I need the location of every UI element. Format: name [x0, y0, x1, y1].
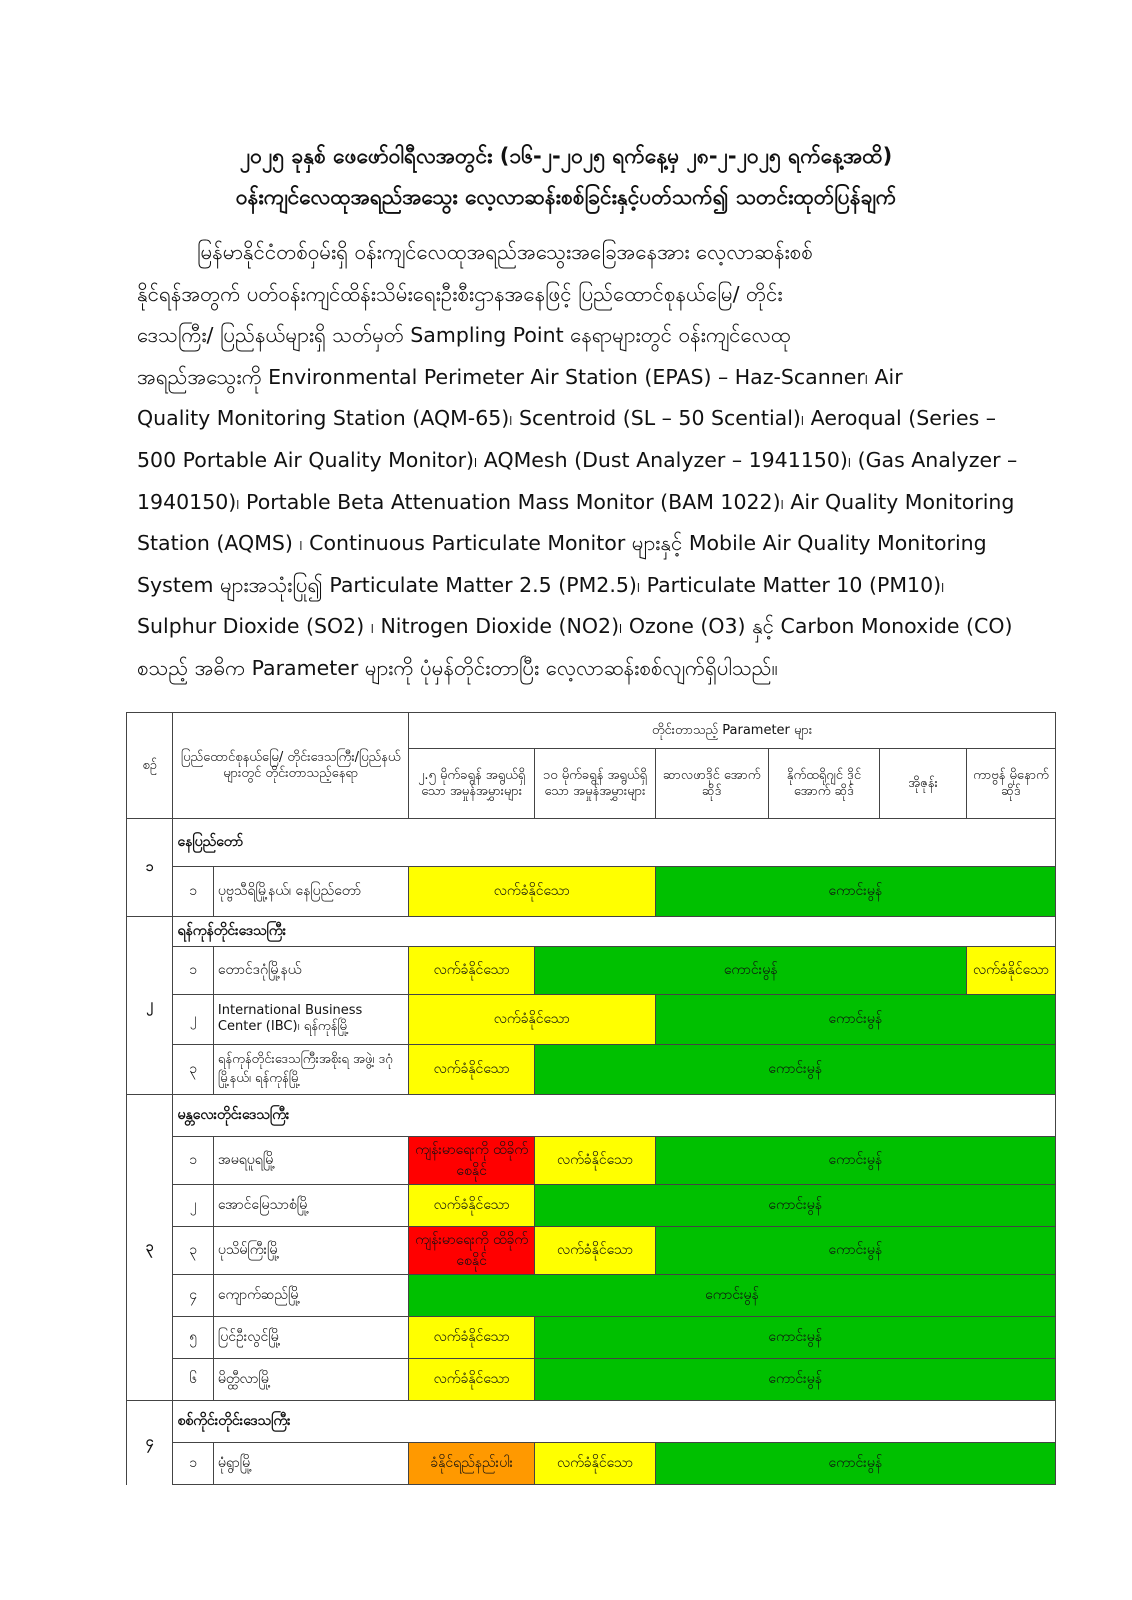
status-cell-unhealthy-sensitive: ကျန်းမာရေးကို ထိခိုက်စေနိုင် [408, 1227, 534, 1275]
intro-line: အရည်အသွေးကို Environmental Perimeter Air Station (EPAS) – Haz-Scanner၊ Air [137, 364, 903, 389]
air-quality-table [126, 712, 1056, 1485]
status-cell-moderate: လက်ခံနိုင်သော [408, 1359, 534, 1401]
status-cell-good: ကောင်းမွန် [535, 947, 967, 995]
status-cell-good: ကောင်းမွန် [535, 1317, 1056, 1359]
site-name: International Business Center (IBC)၊ ရန်ကုန်မြို့ [213, 995, 408, 1045]
site-number: ၂ [173, 1185, 213, 1227]
table-row [127, 1045, 1056, 1095]
title-line-2: ဝန်းကျင်လေထုအရည်အသွေး လေ့လာဆန်းစစ်ခြင်းနှင့်ပတ်သက်၍ သတင်းထုတ်ပြန်ချက် [235, 185, 897, 209]
intro-line: 1940150)၊ Portable Beta Attenuation Mass Monitor (BAM 1022)၊ Air Quality Monitoring [137, 489, 1015, 514]
intro-line: စသည့် အဓိက Parameter များကို ပုံမှန်တိုင်းတာပြီး လေ့လာဆန်းစစ်လျက်ရှိပါသည်။ [137, 655, 778, 680]
header-no2: နိုက်ထရိုဂျင် ဒိုင်အောက် ဆိုဒ် [768, 749, 879, 819]
table-row [127, 1137, 1056, 1185]
header-pm25: ၂.၅ မိုက်ခရွန် အရွယ်ရှိသော အမှုန်အမွှားများ [408, 749, 534, 819]
intro-line: Quality Monitoring Station (AQM-65)၊ Scentroid (SL – 50 Scential)၊ Aeroqual (Series – [137, 406, 997, 431]
table-row [127, 1359, 1056, 1401]
status-cell-moderate: လက်ခံနိုင်သော [535, 1443, 655, 1485]
header-co: ကာဗွန် မိုနောက် ဆိုဒ် [966, 749, 1055, 819]
status-cell-moderate: လက်ခံနိုင်သော [408, 947, 534, 995]
status-cell-good: ကောင်းမွန် [655, 1137, 1055, 1185]
header-pm10: ၁၀ မိုက်ခရွန် အရွယ်ရှိသော အမှုန်အမွှားများ [535, 749, 655, 819]
region-number: ၁ [127, 819, 173, 917]
header-so2: ဆာလဖာဒိုင် အောက်ဆိုဒ် [655, 749, 768, 819]
site-number: ၁ [173, 947, 213, 995]
status-cell-good: ကောင်းမွန် [655, 1227, 1055, 1275]
intro-line: မြန်မာနိုင်ငံတစ်ဝှမ်းရှိ ဝန်းကျင်လေထုအရည်အသွေးအခြေအနေအား လေ့လာဆန်းစစ် [197, 240, 813, 264]
status-cell-good: ကောင်းမွန် [408, 1275, 1055, 1317]
site-name: ပြင်ဦးလွင်မြို့ [213, 1317, 408, 1359]
site-number: ၁ [173, 1443, 213, 1485]
intro-line: နိုင်ရန်အတွက် ပတ်ဝန်းကျင်ထိန်းသိမ်းရေးဦးစီးဌာနအနေဖြင့် ပြည်ထောင်စုနယ်မြေ/ တိုင်း [137, 281, 783, 306]
status-cell-good: ကောင်းမွန် [655, 995, 1055, 1045]
header-sr: စဉ် [127, 713, 173, 819]
header-o3: အိုဇုန်း [880, 749, 967, 819]
region-number: ၃ [127, 1095, 173, 1401]
site-number: ၂ [173, 995, 213, 1045]
site-name: အမရပူရမြို့ [213, 1137, 408, 1185]
region-number: ၄ [127, 1401, 173, 1485]
status-cell-moderate: လက်ခံနိုင်သော [408, 867, 655, 917]
status-cell-good: ကောင်းမွန် [655, 867, 1055, 917]
intro-line: Sulphur Dioxide (SO2) ၊ Nitrogen Dioxide (NO2)၊ Ozone (O3) နှင့် Carbon Monoxide (CO) [137, 614, 1013, 639]
site-name: တောင်ဒဂုံမြို့နယ် [213, 947, 408, 995]
site-number: ၅ [173, 1317, 213, 1359]
header-location: ပြည်ထောင်စုနယ်မြေ/ တိုင်းဒေသကြီး/ပြည်နယ်များတွင် တိုင်းတာသည့်နေရာ [173, 713, 409, 819]
region-name: မန္တလေးတိုင်းဒေသကြီး [173, 1095, 1056, 1137]
document-title [120, 136, 1012, 218]
status-cell-moderate: လက်ခံနိုင်သော [408, 1045, 534, 1095]
site-number: ၆ [173, 1359, 213, 1401]
site-name: ပုဗ္ဗသီရိမြို့နယ်၊ နေပြည်တော် [213, 867, 408, 917]
table-row [127, 1185, 1056, 1227]
site-name: ကျောက်ဆည်မြို့ [213, 1275, 408, 1317]
status-cell-moderate: လက်ခံနိုင်သော [408, 1185, 534, 1227]
title-line-1: ၂၀၂၅ ခုနှစ် ဖေဖော်ဝါရီလအတွင်း (၁၆-၂-၂၀၂၅ ရက်နေ့မှ ၂၈-၂-၂၀၂၅ ရက်နေ့အထိ) [239, 144, 893, 168]
region-name: စစ်ကိုင်းတိုင်းဒေသကြီး [173, 1401, 1056, 1443]
table-row [127, 1227, 1056, 1275]
site-name: မုံရွာမြို့ [213, 1443, 408, 1485]
table-row [127, 867, 1056, 917]
intro-paragraph [137, 232, 1027, 690]
site-name: အောင်မြေသာစံမြို့ [213, 1185, 408, 1227]
status-cell-moderate: လက်ခံနိုင်သော [408, 995, 655, 1045]
site-name: ရန်ကုန်တိုင်းဒေသကြီးအစိုးရ အဖွဲ့၊ ဒဂုံမြို့နယ်၊ ရန်ကုန်မြို့ [213, 1045, 408, 1095]
intro-line: Station (AQMS) ၊ Continuous Particulate Monitor များနှင့် Mobile Air Quality Monitoring [137, 531, 987, 556]
site-name: မိတ္ထီလာမြို့ [213, 1359, 408, 1401]
intro-line: System များအသုံးပြု၍ Particulate Matter 2.5 (PM2.5)၊ Particulate Matter 10 (PM10)၊ [137, 572, 945, 597]
status-cell-moderate: လက်ခံနိုင်သော [966, 947, 1055, 995]
site-number: ၁ [173, 867, 213, 917]
status-cell-moderate: လက်ခံနိုင်သော [535, 1227, 655, 1275]
status-cell-good: ကောင်းမွန် [655, 1443, 1055, 1485]
site-number: ၄ [173, 1275, 213, 1317]
site-number: ၁ [173, 1137, 213, 1185]
status-cell-unhealthy-sensitive: ကျန်းမာရေးကို ထိခိုက်စေနိုင် [408, 1137, 534, 1185]
status-cell-moderate: လက်ခံနိုင်သော [408, 1317, 534, 1359]
site-number: ၃ [173, 1045, 213, 1095]
status-cell-good: ကောင်းမွန် [535, 1045, 1056, 1095]
table-row [127, 1317, 1056, 1359]
status-cell-good: ကောင်းမွန် [535, 1359, 1056, 1401]
region-number: ၂ [127, 917, 173, 1095]
table-row [127, 1443, 1056, 1485]
region-name: ရန်ကုန်တိုင်းဒေသကြီး [173, 917, 1056, 947]
region-name: နေပြည်တော် [173, 819, 1056, 867]
site-number: ၃ [173, 1227, 213, 1275]
table-row [127, 947, 1056, 995]
intro-line: ဒေသကြီး/ ပြည်နယ်များရှိ သတ်မှတ် Sampling Point နေရာများတွင် ဝန်းကျင်လေထု [137, 323, 791, 348]
table-row [127, 1275, 1056, 1317]
status-cell-unhealthy: ခံနိုင်ရည်နည်းပါး [408, 1443, 534, 1485]
site-name: ပုသိမ်ကြီးမြို့ [213, 1227, 408, 1275]
table-row [127, 995, 1056, 1045]
intro-line: 500 Portable Air Quality Monitor)၊ AQMesh (Dust Analyzer – 1941150)၊ (Gas Analyzer – [137, 447, 1018, 472]
status-cell-good: ကောင်းမွန် [535, 1185, 1056, 1227]
header-parameters: တိုင်းတာသည့် Parameter များ [408, 713, 1055, 749]
status-cell-moderate: လက်ခံနိုင်သော [535, 1137, 655, 1185]
